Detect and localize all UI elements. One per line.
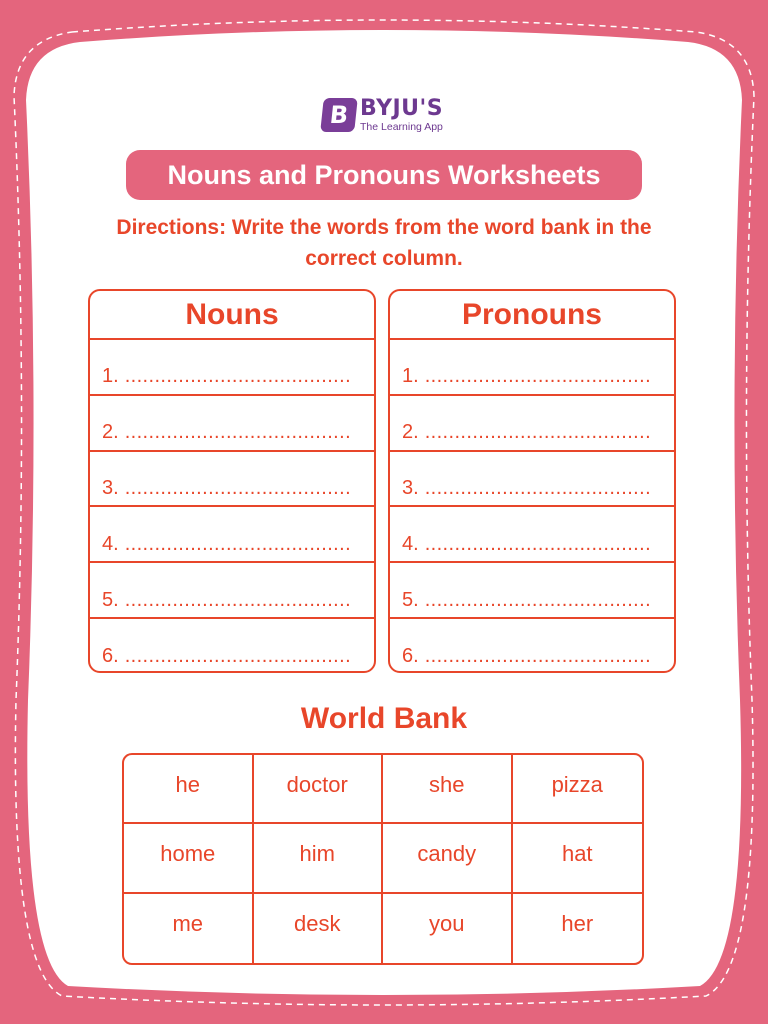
answer-blank[interactable]: ...................................... [124,476,352,499]
nouns-heading: Nouns [90,291,374,340]
word-bank-cell: hat [513,824,643,893]
word-bank-cell: doctor [254,755,384,824]
word-bank-cell: me [124,894,254,963]
row-number: 5. [102,588,119,611]
answer-row[interactable] [390,507,674,563]
worksheet-title: Nouns and Pronouns Worksheets [126,150,642,200]
answer-blank[interactable]: ...................................... [424,588,652,611]
answer-blank[interactable]: ...................................... [124,421,352,444]
row-number: 6. [402,645,419,668]
answer-row[interactable] [90,396,374,452]
pronouns-column [388,289,676,673]
row-number: 3. [402,476,419,499]
nouns-column [88,289,376,673]
word-bank-cell: her [561,911,594,937]
answer-row[interactable] [90,507,374,563]
answer-blank[interactable]: ...................................... [424,365,652,388]
word-bank-cell: desk [254,894,384,963]
row-number: 2. [102,421,119,444]
answer-blank[interactable]: ...................................... [424,476,652,499]
answer-row[interactable] [390,396,674,452]
byjus-logo [322,98,443,133]
answer-blank[interactable]: ...................................... [124,645,352,668]
answer-blank[interactable]: ...................................... [424,645,652,668]
word-bank-cell: she [383,755,513,824]
row-number: 3. [102,476,119,499]
directions-text: Directions: Write the words from the word bank in the correct column. [116,216,652,270]
answer-row[interactable] [390,563,674,619]
answer-row[interactable] [90,452,374,508]
row-number: 5. [402,588,419,611]
word-bank-cell: candy [383,824,513,893]
answer-blank[interactable]: ...................................... [424,532,652,555]
word-bank-cell: him [254,824,384,893]
answer-blank[interactable]: ...................................... [124,588,352,611]
answer-blank[interactable]: ...................................... [124,365,352,388]
brand-name: BYJU'S [360,96,444,121]
answer-row[interactable] [390,340,674,396]
answer-row[interactable] [90,619,374,673]
word-bank-cell: home [124,824,254,893]
row-number: 2. [402,421,419,444]
row-number: 4. [102,532,119,555]
row-number: 1. [402,365,419,388]
row-number: 4. [402,532,419,555]
answer-row[interactable] [390,619,674,673]
word-bank-title: World Bank [300,702,468,735]
word-bank-cell: he [124,755,254,824]
pronouns-heading: Pronouns [390,291,674,340]
brand-tagline: The Learning App [360,121,443,133]
answer-row[interactable] [90,340,374,396]
byjus-logo-icon: B [320,98,358,132]
answer-blank[interactable]: ...................................... [424,421,652,444]
answer-row[interactable] [390,452,674,508]
answer-blank[interactable]: ...................................... [124,532,352,555]
row-number: 1. [102,365,119,388]
word-bank-cell: pizza [513,755,643,824]
answer-row[interactable] [90,563,374,619]
word-bank-grid [122,753,644,965]
word-bank-cell: you [383,894,513,963]
logo-text [360,98,443,133]
row-number: 6. [102,645,119,668]
